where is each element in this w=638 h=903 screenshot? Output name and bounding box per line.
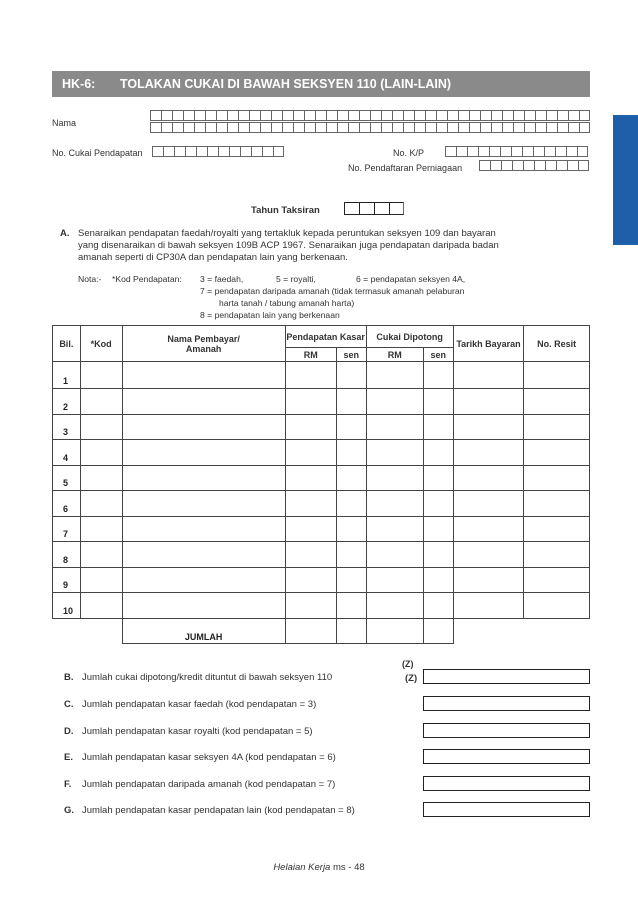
table-cell[interactable]	[336, 567, 366, 593]
table-cell[interactable]	[285, 567, 336, 593]
table-cell[interactable]	[524, 414, 590, 440]
char-box[interactable]	[511, 146, 522, 157]
table-cell[interactable]	[80, 516, 122, 542]
col-resit-header: No. Resit	[524, 326, 590, 362]
char-box[interactable]	[534, 160, 545, 171]
char-box[interactable]	[502, 110, 513, 121]
char-box[interactable]	[249, 122, 260, 133]
nama-label: Nama	[52, 118, 77, 128]
jumlah-row	[53, 618, 590, 643]
char-box[interactable]	[403, 122, 414, 133]
char-box[interactable]	[568, 110, 579, 121]
row-number: 4	[53, 440, 81, 466]
table-cell[interactable]	[285, 593, 336, 619]
table-cell[interactable]	[423, 516, 453, 542]
table-cell[interactable]	[285, 389, 336, 415]
char-box[interactable]	[501, 160, 512, 171]
table-cell[interactable]	[336, 593, 366, 619]
table-cell[interactable]	[336, 414, 366, 440]
char-box[interactable]	[238, 122, 249, 133]
char-box[interactable]	[513, 122, 524, 133]
table-cell[interactable]	[80, 542, 122, 568]
char-box[interactable]	[337, 110, 348, 121]
table-cell[interactable]	[285, 465, 336, 491]
char-box[interactable]	[556, 160, 567, 171]
no-kp-label: No. K/P	[393, 148, 425, 158]
table-cell[interactable]	[524, 516, 590, 542]
char-box[interactable]	[293, 122, 304, 133]
table-cell[interactable]	[453, 491, 524, 517]
col-cukai-header: Cukai Dipotong	[366, 326, 453, 348]
table-cell[interactable]	[423, 542, 453, 568]
char-box[interactable]	[326, 110, 337, 121]
col-nama-header: Nama Pembayar/ Amanah	[122, 326, 285, 362]
table-cell[interactable]	[423, 593, 453, 619]
section-title: TOLAKAN CUKAI DI BAWAH SEKSYEN 110 (LAIN-LAIN)	[120, 77, 452, 91]
char-box[interactable]	[304, 110, 315, 121]
char-box[interactable]	[579, 122, 590, 133]
jumlah-cell[interactable]	[285, 618, 336, 643]
table-cell[interactable]	[524, 542, 590, 568]
summary-text: Jumlah cukai dipotong/kredit dituntut di bawah seksyen 110	[82, 672, 333, 683]
row-number: 1	[53, 362, 81, 389]
char-box[interactable]	[546, 110, 557, 121]
table-cell[interactable]	[285, 516, 336, 542]
table-cell[interactable]	[524, 440, 590, 466]
char-box[interactable]	[557, 122, 568, 133]
table-cell[interactable]	[80, 362, 122, 389]
char-box[interactable]	[392, 122, 403, 133]
char-box[interactable]	[216, 110, 227, 121]
summary-letter: B.	[64, 672, 74, 683]
char-box[interactable]	[480, 110, 491, 121]
summary-suffix: (Z)	[405, 673, 418, 684]
table-cell[interactable]	[285, 414, 336, 440]
nama-boxes-row2[interactable]	[150, 122, 590, 133]
char-box[interactable]	[522, 146, 533, 157]
char-box[interactable]	[150, 110, 161, 121]
char-box[interactable]	[469, 122, 480, 133]
char-box[interactable]	[227, 122, 238, 133]
char-box[interactable]	[489, 146, 500, 157]
char-box[interactable]	[304, 122, 315, 133]
table-cell[interactable]	[524, 491, 590, 517]
col-pendapatan-header: Pendapatan Kasar	[285, 326, 366, 348]
no-pendaftaran-boxes[interactable]	[479, 160, 589, 171]
char-box[interactable]	[425, 110, 436, 121]
char-box[interactable]	[183, 122, 194, 133]
char-box[interactable]	[535, 122, 546, 133]
table-cell[interactable]	[285, 542, 336, 568]
row-number: 8	[53, 542, 81, 568]
table-cell[interactable]	[336, 491, 366, 517]
table-cell[interactable]	[336, 465, 366, 491]
char-box[interactable]	[381, 110, 392, 121]
section-header	[52, 71, 590, 97]
char-box[interactable]	[533, 146, 544, 157]
char-box[interactable]	[163, 146, 174, 157]
char-box[interactable]	[555, 146, 566, 157]
table-cell[interactable]	[423, 389, 453, 415]
char-box[interactable]	[282, 110, 293, 121]
table-cell[interactable]	[453, 414, 524, 440]
no-cukai-boxes[interactable]	[152, 146, 284, 157]
table-cell[interactable]	[366, 362, 423, 389]
char-box[interactable]	[436, 122, 447, 133]
char-box[interactable]	[578, 160, 589, 171]
no-kp-boxes[interactable]	[445, 146, 588, 157]
char-box[interactable]	[194, 122, 205, 133]
char-box[interactable]	[480, 122, 491, 133]
table-row	[53, 567, 590, 593]
char-box[interactable]	[218, 146, 229, 157]
char-box[interactable]	[524, 122, 535, 133]
table-cell[interactable]	[80, 593, 122, 619]
table-cell[interactable]	[524, 567, 590, 593]
char-box[interactable]	[315, 110, 326, 121]
char-box[interactable]	[479, 160, 490, 171]
char-box[interactable]	[524, 110, 535, 121]
table-cell[interactable]	[122, 465, 285, 491]
col-cukai-rm: RM	[366, 348, 423, 362]
char-box[interactable]	[315, 122, 326, 133]
char-box[interactable]	[240, 146, 251, 157]
char-box[interactable]	[500, 146, 511, 157]
col-tarikh-header: Tarikh Bayaran	[453, 326, 524, 362]
jumlah-cell[interactable]	[423, 618, 453, 643]
char-box[interactable]	[535, 110, 546, 121]
char-box[interactable]	[216, 122, 227, 133]
char-box[interactable]	[436, 110, 447, 121]
row-number: 2	[53, 389, 81, 415]
char-box[interactable]	[227, 110, 238, 121]
char-box[interactable]	[194, 110, 205, 121]
row-number: 6	[53, 491, 81, 517]
char-box[interactable]	[544, 146, 555, 157]
summary-text: Jumlah pendapatan daripada amanah (kod pendapatan = 7)	[82, 779, 336, 790]
char-box[interactable]	[359, 110, 370, 121]
table-cell[interactable]	[524, 362, 590, 389]
char-box[interactable]	[205, 110, 216, 121]
char-box[interactable]	[271, 122, 282, 133]
table-row	[53, 516, 590, 542]
row-number: 10	[53, 593, 81, 619]
table-cell[interactable]	[122, 542, 285, 568]
summary-text: Jumlah pendapatan kasar pendapatan lain (kod pendapatan = 8)	[82, 805, 355, 816]
table-row	[53, 542, 590, 568]
table-cell[interactable]	[524, 593, 590, 619]
section-a-line3: amanah seperti di CP30A dan pendapatan lain yang berkenaan.	[78, 252, 348, 263]
char-box[interactable]	[326, 122, 337, 133]
table-cell[interactable]	[453, 389, 524, 415]
char-box[interactable]	[545, 160, 556, 171]
char-box[interactable]	[260, 110, 271, 121]
col-kod-header: *Kod	[80, 326, 122, 362]
table-cell[interactable]	[122, 440, 285, 466]
table-row	[53, 440, 590, 466]
summary-letter: F.	[64, 779, 72, 790]
footer-italic: Helaian Kerja	[273, 862, 331, 873]
income-table	[52, 325, 590, 644]
char-box[interactable]	[337, 122, 348, 133]
table-cell[interactable]	[423, 362, 453, 389]
table-cell[interactable]	[453, 542, 524, 568]
summary-row	[64, 779, 335, 790]
table-cell[interactable]	[122, 491, 285, 517]
table-cell[interactable]	[336, 542, 366, 568]
table-cell[interactable]	[366, 491, 423, 517]
char-box[interactable]	[207, 146, 218, 157]
col-pendapatan-sen: sen	[336, 348, 366, 362]
char-box[interactable]	[262, 146, 273, 157]
char-box[interactable]	[513, 110, 524, 121]
summary-text: Jumlah pendapatan kasar faedah (kod pendapatan = 3)	[82, 699, 317, 710]
tahun-taksiran-label: Tahun Taksiran	[251, 205, 320, 216]
char-box[interactable]	[359, 122, 370, 133]
char-box[interactable]	[478, 146, 489, 157]
no-pendaftaran-label: No. Pendaftaran Perniagaan	[348, 163, 463, 173]
table-cell[interactable]	[366, 465, 423, 491]
tahun-taksiran-boxes[interactable]	[344, 202, 404, 215]
table-cell[interactable]	[366, 440, 423, 466]
char-box[interactable]	[150, 122, 161, 133]
col-pendapatan-rm: RM	[285, 348, 336, 362]
table-cell[interactable]	[453, 465, 524, 491]
table-cell[interactable]	[80, 567, 122, 593]
summary-row	[64, 726, 313, 737]
char-box[interactable]	[238, 110, 249, 121]
summary-row	[64, 672, 332, 683]
char-box[interactable]	[491, 122, 502, 133]
summary-row	[64, 699, 316, 710]
table-cell[interactable]	[524, 465, 590, 491]
table-cell[interactable]	[366, 516, 423, 542]
char-box[interactable]	[567, 160, 578, 171]
table-cell[interactable]	[80, 491, 122, 517]
table-row	[53, 414, 590, 440]
summary-letter: G.	[64, 805, 75, 816]
col-bil-header: Bil.	[53, 326, 81, 362]
row-number: 9	[53, 567, 81, 593]
table-row	[53, 593, 590, 619]
summary-text: Jumlah pendapatan kasar seksyen 4A (kod pendapatan = 6)	[82, 752, 336, 763]
nota-line3: harta tanah / tabung amanah harta)	[219, 298, 355, 308]
table-cell[interactable]	[366, 593, 423, 619]
table-cell[interactable]	[122, 362, 285, 389]
side-tab-marker	[613, 115, 638, 245]
summary-input-box[interactable]	[423, 802, 590, 817]
summary-letter: D.	[64, 726, 74, 737]
char-box[interactable]	[490, 160, 501, 171]
table-row	[53, 389, 590, 415]
char-box[interactable]	[458, 122, 469, 133]
table-cell[interactable]	[366, 414, 423, 440]
table-row	[53, 362, 590, 389]
table-cell[interactable]	[366, 389, 423, 415]
char-box[interactable]	[458, 110, 469, 121]
nota-kod-label: *Kod Pendapatan:	[112, 274, 182, 284]
char-box[interactable]	[445, 146, 456, 157]
no-cukai-label: No. Cukai Pendapatan	[52, 148, 143, 158]
row-number: 5	[53, 465, 81, 491]
table-row	[53, 491, 590, 517]
char-box[interactable]	[344, 202, 359, 215]
char-box[interactable]	[568, 122, 579, 133]
table-cell[interactable]	[453, 362, 524, 389]
char-box[interactable]	[152, 146, 163, 157]
nota-line1b: 5 = royalti,	[276, 274, 316, 284]
char-box[interactable]	[425, 122, 436, 133]
char-box[interactable]	[566, 146, 577, 157]
table-cell[interactable]	[122, 516, 285, 542]
page-footer	[0, 862, 638, 873]
char-box[interactable]	[447, 110, 458, 121]
nama-boxes-row1[interactable]	[150, 110, 590, 121]
nota-line2: 7 = pendapatan daripada amanah (tidak termasuk amanah pelaburan	[200, 286, 465, 296]
char-box[interactable]	[512, 160, 523, 171]
summary-letter: C.	[64, 699, 74, 710]
char-box[interactable]	[282, 122, 293, 133]
char-box[interactable]	[161, 122, 172, 133]
table-cell[interactable]	[366, 567, 423, 593]
summary-input-box[interactable]	[423, 696, 590, 711]
char-box[interactable]	[447, 122, 458, 133]
char-box[interactable]	[172, 122, 183, 133]
nota-line1a: 3 = faedah,	[200, 274, 244, 284]
char-box[interactable]	[174, 146, 185, 157]
table-cell[interactable]	[336, 362, 366, 389]
char-box[interactable]	[183, 110, 194, 121]
table-cell[interactable]	[423, 414, 453, 440]
table-cell[interactable]	[453, 567, 524, 593]
char-box[interactable]	[374, 202, 389, 215]
z-label-top: (Z)	[402, 659, 414, 669]
row-number: 3	[53, 414, 81, 440]
char-box[interactable]	[414, 122, 425, 133]
char-box[interactable]	[370, 122, 381, 133]
nota-line4: 8 = pendapatan lain yang berkenaan	[200, 310, 340, 320]
char-box[interactable]	[403, 110, 414, 121]
table-cell[interactable]	[285, 440, 336, 466]
table-cell[interactable]	[80, 414, 122, 440]
char-box[interactable]	[205, 122, 216, 133]
table-row	[53, 465, 590, 491]
summary-input-box[interactable]	[423, 749, 590, 764]
row-number: 7	[53, 516, 81, 542]
char-box[interactable]	[185, 146, 196, 157]
footer-page: ms - 48	[330, 862, 365, 873]
char-box[interactable]	[381, 122, 392, 133]
section-code: HK-6:	[62, 77, 96, 91]
char-box[interactable]	[389, 202, 404, 215]
char-box[interactable]	[271, 110, 282, 121]
nota-prefix: Nota:-	[78, 274, 102, 284]
char-box[interactable]	[502, 122, 513, 133]
char-box[interactable]	[579, 110, 590, 121]
char-box[interactable]	[251, 146, 262, 157]
table-cell[interactable]	[524, 389, 590, 415]
char-box[interactable]	[456, 146, 467, 157]
table-cell[interactable]	[366, 542, 423, 568]
char-box[interactable]	[249, 110, 260, 121]
summary-text: Jumlah pendapatan kasar royalti (kod pendapatan = 5)	[82, 726, 313, 737]
summary-letter: E.	[64, 752, 73, 763]
char-box[interactable]	[491, 110, 502, 121]
char-box[interactable]	[392, 110, 403, 121]
table-cell[interactable]	[80, 465, 122, 491]
table-cell[interactable]	[453, 440, 524, 466]
table-cell[interactable]	[122, 389, 285, 415]
char-box[interactable]	[523, 160, 534, 171]
table-cell[interactable]	[336, 516, 366, 542]
table-cell[interactable]	[423, 491, 453, 517]
char-box[interactable]	[260, 122, 271, 133]
section-a-line1: Senaraikan pendapatan faedah/royalti yang tertakluk kepada peruntukan seksyen 109 dan bayaran	[78, 228, 496, 239]
jumlah-cell[interactable]	[366, 618, 423, 643]
table-cell[interactable]	[285, 491, 336, 517]
table-cell[interactable]	[336, 440, 366, 466]
table-cell[interactable]	[453, 593, 524, 619]
summary-input-box[interactable]	[423, 669, 590, 684]
char-box[interactable]	[273, 146, 284, 157]
table-cell[interactable]	[122, 414, 285, 440]
summary-row	[64, 805, 355, 816]
char-box[interactable]	[161, 110, 172, 121]
char-box[interactable]	[348, 110, 359, 121]
col-cukai-sen: sen	[423, 348, 453, 362]
summary-row	[64, 752, 336, 763]
summary-input-box[interactable]	[423, 776, 590, 791]
table-cell[interactable]	[423, 465, 453, 491]
char-box[interactable]	[546, 122, 557, 133]
char-box[interactable]	[469, 110, 480, 121]
table-cell[interactable]	[453, 516, 524, 542]
section-a-line2: yang disenaraikan di bawah seksyen 109B ACP 1967. Senaraikan juga pendapatan daripada badan	[78, 240, 499, 251]
char-box[interactable]	[196, 146, 207, 157]
table-cell[interactable]	[122, 567, 285, 593]
char-box[interactable]	[414, 110, 425, 121]
char-box[interactable]	[467, 146, 478, 157]
jumlah-cell[interactable]	[336, 618, 366, 643]
char-box[interactable]	[577, 146, 588, 157]
table-cell[interactable]	[423, 440, 453, 466]
section-a-letter: A.	[60, 228, 70, 239]
char-box[interactable]	[293, 110, 304, 121]
table-cell[interactable]	[122, 593, 285, 619]
char-box[interactable]	[557, 110, 568, 121]
char-box[interactable]	[370, 110, 381, 121]
table-cell[interactable]	[80, 440, 122, 466]
table-cell[interactable]	[336, 389, 366, 415]
summary-input-box[interactable]	[423, 723, 590, 738]
table-cell[interactable]	[285, 362, 336, 389]
table-cell[interactable]	[423, 567, 453, 593]
nota-line1c: 6 = pendapatan seksyen 4A,	[356, 274, 466, 284]
char-box[interactable]	[229, 146, 240, 157]
jumlah-label: JUMLAH	[122, 618, 285, 643]
char-box[interactable]	[172, 110, 183, 121]
char-box[interactable]	[359, 202, 374, 215]
table-cell[interactable]	[80, 389, 122, 415]
char-box[interactable]	[348, 122, 359, 133]
